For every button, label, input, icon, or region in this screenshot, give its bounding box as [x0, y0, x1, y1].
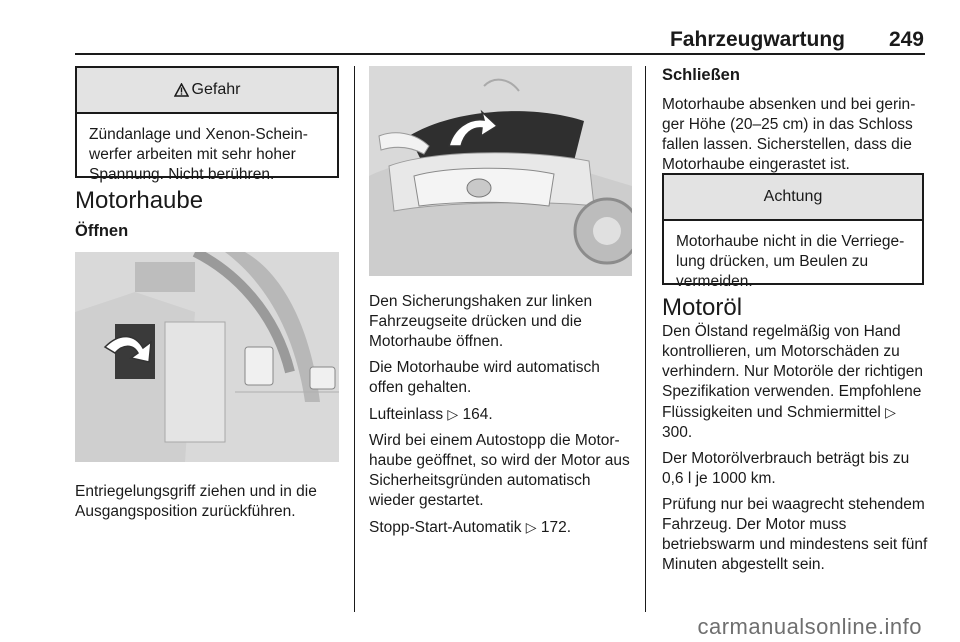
page-reference-icon: ▷ — [885, 404, 896, 420]
hood-instruction-p2: Die Motorhaube wird automatisch offen gehalten. — [369, 359, 600, 396]
subheading-schliessen: Schließen — [662, 66, 740, 84]
stop-start-reference — [369, 517, 637, 538]
stop-start-text: Stopp-Start-Automatik — [369, 519, 522, 536]
subheading-oeffnen: Öffnen — [75, 222, 129, 240]
air-intake-text: Lufteinlass — [369, 406, 444, 423]
closing-instructions: Motorhaube absenken und bei geringer Höhe (20–25 cm) in das Schloss fallen lassen. Sicherstellen, dass die Motorhaube eingerastet ist. — [662, 96, 916, 173]
engine-oil-p2: Der Motorölverbrauch beträgt bis zu 0,6 l je 1000 km. — [662, 450, 910, 487]
stop-start-page-ref[interactable]: 172. — [540, 519, 572, 536]
fluids-page-ref[interactable]: 300. — [662, 424, 693, 441]
page-reference-icon: ▷ — [525, 519, 537, 535]
section-heading-motoroel: Motoröl — [662, 294, 743, 321]
page-number: 249 — [888, 28, 924, 51]
hood-opening-illustration — [369, 66, 632, 276]
hood-instruction-p1: Den Sicherungshaken zur linken Fahrzeugseite drücken und die Motorhaube öffnen. — [369, 293, 593, 350]
attention-box-text: Motorhaube nicht in die Verriegelung drücken, um Beulen zu vermeiden. — [676, 233, 905, 290]
hood-release-illustration — [75, 252, 339, 462]
attention-box-header: Achtung — [664, 175, 922, 221]
release-handle-caption: Entriegelungsgriff ziehen und in die Ausgangsposition zurückführen. — [75, 483, 317, 520]
section-heading-motorhaube: Motorhaube — [75, 187, 204, 214]
air-intake-reference — [369, 404, 637, 425]
attention-box — [662, 173, 924, 290]
page-reference-icon: ▷ — [447, 406, 459, 422]
warning-triangle-icon — [174, 83, 189, 97]
danger-box-title: Gefahr — [191, 81, 241, 98]
engine-oil-text — [662, 322, 930, 581]
danger-box-text: Zündanlage und Xenon-Scheinwerfer arbeiten mit sehr hoher Spannung. Nicht berühren. — [89, 126, 308, 183]
engine-oil-p1 — [662, 322, 930, 443]
danger-box-header — [77, 68, 337, 114]
column-divider-1 — [354, 66, 355, 612]
hood-instruction-p4: Wird bei einem Autostopp die Motorhaube geöffnet, so wird der Motor aus Sicherheitsgründen automatisch wieder gestartet. — [369, 432, 630, 509]
column-divider-2 — [645, 66, 646, 612]
danger-box — [75, 66, 339, 183]
running-header-title: Fahrzeugwartung — [669, 28, 845, 51]
air-intake-page-ref[interactable]: 164. — [462, 406, 493, 423]
engine-oil-p1-text: Den Ölstand regelmäßig von Hand kontrollieren, um Motorschäden zu verhindern. Nur Motoröle der richtigen Spezifikation verwenden. Empfohlene Flüssigkeiten und Schmiermittel — [662, 323, 924, 421]
hood-instructions — [369, 292, 637, 544]
engine-oil-p3: Prüfung nur bei waagrecht stehendem Fahrzeug. Der Motor muss betriebswarm und mindestens seit fünf Minuten abgestellt sein. — [662, 496, 928, 573]
watermark: carmanualsonline.info — [697, 614, 922, 639]
header-rule — [75, 53, 925, 55]
